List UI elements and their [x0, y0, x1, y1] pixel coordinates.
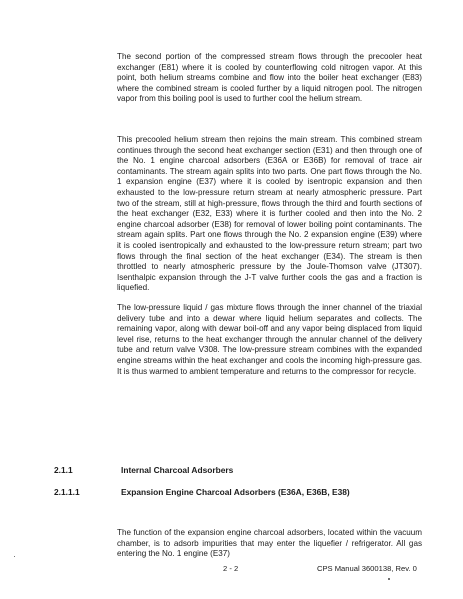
- page-number: 2 - 2: [223, 564, 239, 573]
- section-title: Internal Charcoal Adsorbers: [121, 465, 234, 475]
- body-paragraph-adsorber-function: The function of the expansion engine charcoal adsorbers, located within the vacuum chamber, is to adsorb impurities that may enter the liquefier / refrigerator. All gas entering the No. 1 engine (E37): [117, 528, 422, 559]
- section-number: 2.1.1: [54, 465, 73, 475]
- body-paragraph-precooler: The second portion of the compressed stream flows through the precooler heat exchanger (E81) where it is cooled by counterflowing cold nitrogen vapor. At this point, both helium streams combine and flow into the boiler heat exchanger (E83) where the combined stream is cooled further by a liquid nitrogen pool. The nitrogen vapor from this boiling pool is used to further cool the helium stream.: [117, 52, 422, 104]
- body-paragraph-main-stream: This precooled helium stream then rejoins the main stream. This combined stream continues through the second heat exchanger section (E31) and then through one of the No. 1 engine charcoal adsorbers (E36A or E36B) for removal of trace air contaminants. The stream again splits into two parts. One part flows through the No. 1 expansion engine (E37) where it is cooled by isentropic expansion and then exhausted to the low-pressure return stream at nearly atmospheric pressure. Part two of the stream, still at high-pressure, flows through the third and fourth sections of the heat exchanger (E32, E33) where it is further cooled and then into the No. 2 engine charcoal adsorber (E38) for removal of lower boiling point contaminants. The stream again splits. Part one flows through the No. 2 expansion engine (E39) where it is cooled isentropically and exhausted to the low-pressure return stream; part two flows through the final section of the heat exchanger (E34). The stream is then throttled to nearly atmospheric pressure by the Joule-Thomson valve (JT307). Isenthalpic expansion through the J-T valve further cools the gas and a fraction is liquefied.: [117, 135, 422, 293]
- body-paragraph-return-stream: The low-pressure liquid / gas mixture flows through the inner channel of the triaxial delivery tube and into a dewar where liquid helium separates and collects. The remaining vapor, along with dewar boil-off and any vapor being displaced from liquid level rise, returns to the heat exchanger through the annular channel of the delivery tube and return valve V308. The low-pressure stream combines with the expanded engine streams within the heat exchanger and cools the incoming high-pressure gas. It is thus warmed to ambient temperature and returns to the compressor for recycle.: [117, 303, 422, 376]
- subsection-number: 2.1.1.1: [54, 487, 80, 497]
- scan-speck: [388, 578, 390, 580]
- scan-speck: [14, 556, 15, 557]
- subsection-title: Expansion Engine Charcoal Adsorbers (E36A, E36B, E38): [121, 487, 350, 497]
- document-reference: CPS Manual 3600138, Rev. 0: [317, 564, 417, 573]
